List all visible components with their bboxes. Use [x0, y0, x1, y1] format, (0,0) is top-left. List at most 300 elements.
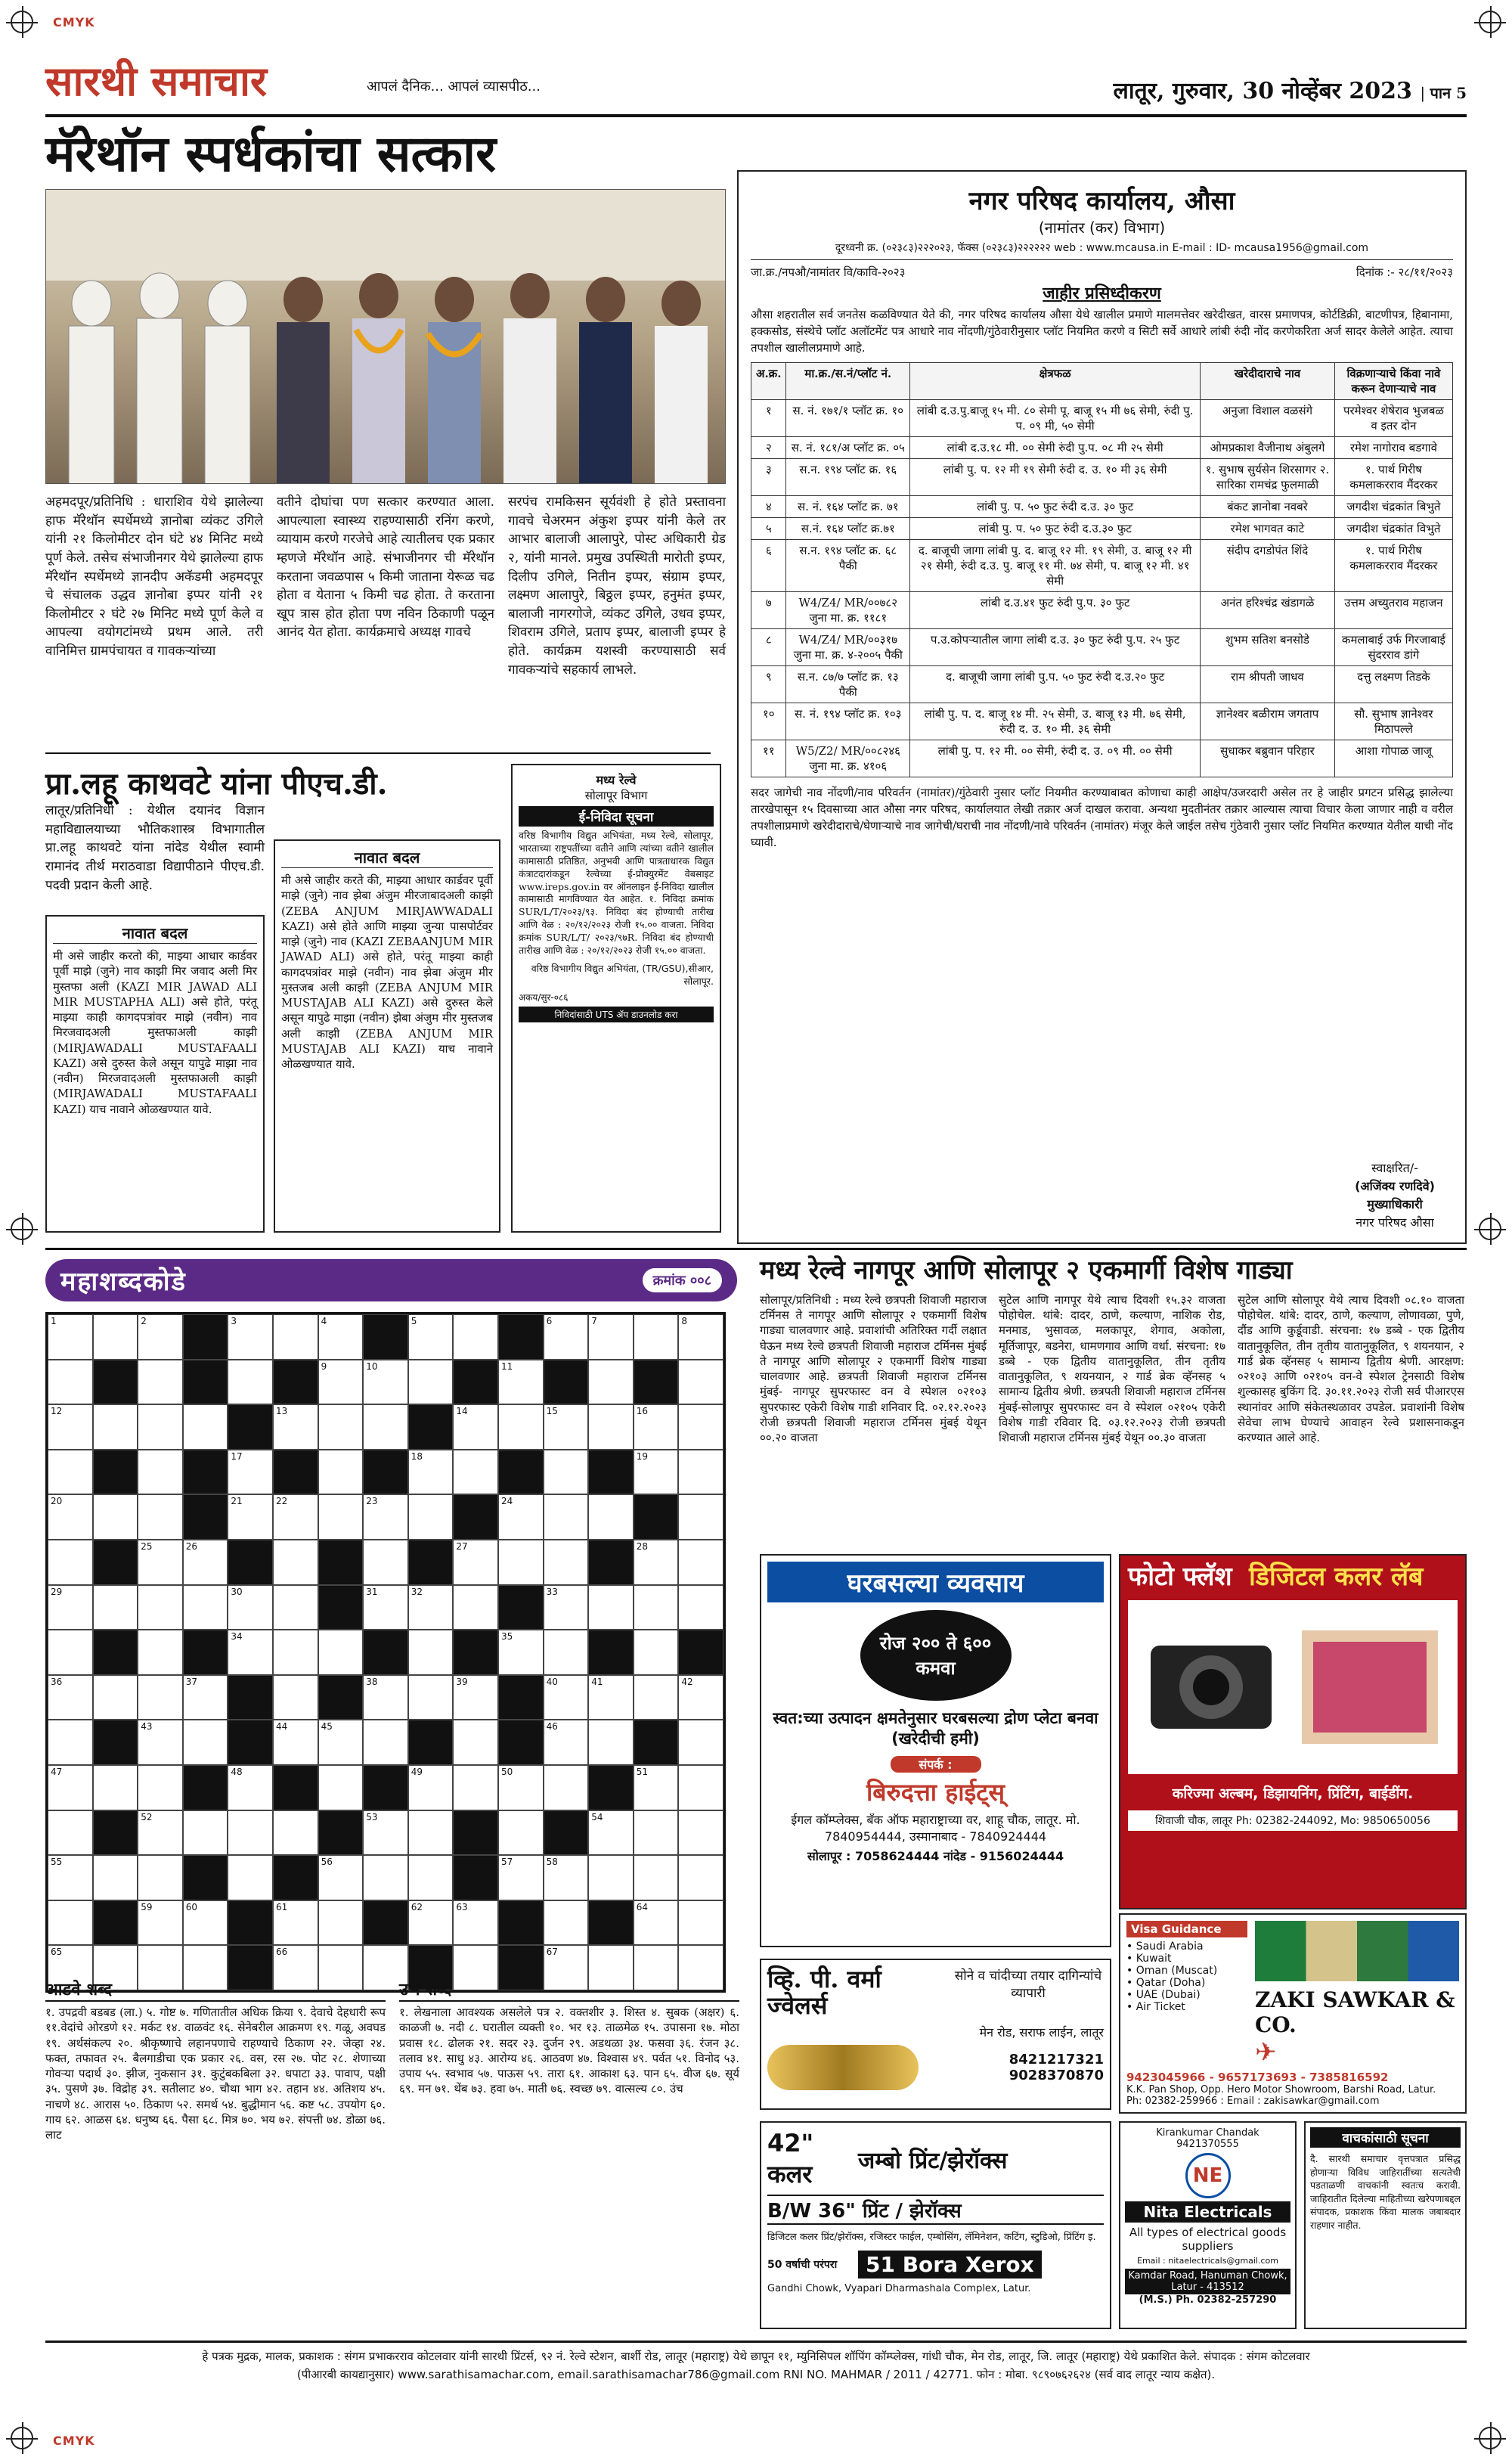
crossword-cell[interactable] — [273, 1675, 318, 1720]
table-header: क्षेत्रफळ — [910, 363, 1201, 400]
crossword-cell[interactable] — [453, 1765, 498, 1810]
crossword-block — [318, 1585, 364, 1630]
crossword-cell[interactable] — [544, 1900, 589, 1946]
crossword-block — [453, 1360, 498, 1405]
table-cell: स. नं. १६४ प्लॉट क्र. ७१ — [786, 496, 910, 518]
tender-title: ई-निविदा सूचना — [519, 806, 714, 827]
crossword-cell[interactable]: 53 — [363, 1810, 408, 1856]
tender-ref: अकय/सुर-०८६ — [519, 991, 569, 1003]
municipal-ref: जा.क्र./नपऔ/नामांतर वि/कावि-२०२३ — [751, 265, 906, 279]
crossword-cell[interactable]: 49 — [408, 1765, 454, 1810]
crossword-block — [588, 1765, 634, 1810]
crossword-cell[interactable] — [634, 1314, 679, 1360]
electricals-address: Kamdar Road, Hanuman Chowk, Latur - 413512 — [1125, 2269, 1290, 2294]
crossword-cell[interactable] — [588, 1404, 634, 1450]
crossword-cell[interactable] — [408, 1810, 454, 1856]
table-header: मा.क्र./स.नं/प्लॉट नं. — [786, 363, 910, 400]
crossword-cell[interactable] — [93, 1404, 138, 1450]
crossword-cell[interactable]: 13 — [273, 1404, 318, 1450]
crossword-cell[interactable]: 66 — [273, 1945, 318, 1990]
crossword-cell[interactable]: 28 — [634, 1540, 679, 1585]
xerox-brand: 51 Bora Xerox — [858, 2251, 1042, 2279]
trains-story — [760, 1255, 1467, 1445]
table-cell: स.न. ८७/७ प्लॉट क्र. १३ पैकी — [786, 666, 910, 703]
crossword-cell[interactable] — [318, 1630, 364, 1675]
crossword-cell[interactable] — [138, 1585, 183, 1630]
crossword-cell[interactable] — [48, 1450, 93, 1495]
phd-body: लातूर/प्रतिनिधी : येथील दयानंद विज्ञान महाविद्यालयाच्या भौतिकशास्त्र विभागातील प्रा.लहू काथवटे यांना नांदेड येथील स्वामी रामानंद तीर्थ मराठवाडा विद्यापीठाने पीएच.डी. पदवी प्रदान केली आहे. — [45, 803, 265, 893]
crossword-cell[interactable]: 23 — [363, 1494, 408, 1540]
crossword-cell[interactable]: 14 — [453, 1404, 498, 1450]
crossword-cell[interactable] — [183, 1585, 228, 1630]
table-cell: ज्ञानेश्वर बळीराम जगताप — [1201, 703, 1335, 740]
crossword-block — [228, 1675, 273, 1720]
jeweller-address: मेन रोड, सराफ लाईन, लातूर — [979, 2025, 1104, 2040]
crossword-block — [453, 1855, 498, 1900]
crossword-block — [588, 1630, 634, 1675]
dateline: लातूर, गुरुवार, 30 नोव्हेंबर 2023 | पान 5 — [1113, 78, 1467, 104]
crossword-cell[interactable] — [678, 1360, 723, 1405]
crossword-block — [634, 1360, 679, 1405]
crossword-cell[interactable]: 48 — [228, 1765, 273, 1810]
table-cell: रमेश भागवत काटे — [1201, 518, 1335, 540]
crossword-cell[interactable] — [588, 1855, 634, 1900]
crossword-cell[interactable] — [318, 1494, 364, 1540]
crossword-block — [273, 1855, 318, 1900]
table-cell: ९ — [751, 666, 786, 703]
table-header: विक्रणाऱ्याचे किंवा नावे करून देणाऱ्याचे नाव — [1334, 363, 1452, 400]
visa-heading: Visa Guidance — [1126, 1921, 1247, 1937]
crossword-cell[interactable]: 31 — [363, 1585, 408, 1630]
crossword-cell[interactable] — [634, 1855, 679, 1900]
crossword-cell[interactable] — [678, 1765, 723, 1810]
table-cell: W5/Z2/ MR/००८२४६ जुना मा. क्र. ४१०६ — [786, 740, 910, 777]
xerox-title: जम्बो प्रिंट/झेरॉक्स — [858, 2148, 1008, 2174]
crossword-cell[interactable] — [273, 1314, 318, 1360]
crossword-cell[interactable]: 4 — [318, 1314, 364, 1360]
crossword-cell[interactable]: 27 — [453, 1540, 498, 1585]
crossword-cell[interactable] — [93, 1494, 138, 1540]
imprint-text: हे पत्रक मुद्रक, मालक, प्रकाशक : संगम प्रभाकरराव कोटलवार यांनी सारथी प्रिंटर्स, ९२ नं. रेल्वे स्टेशन, बार्शी रोड, लातूर (महाराष्ट्र) येथे छापून ११, म्युनिसिपल शॉपिंग कॉम्प्लेक्स, गांधी चौक, मेन रोड, लातूर, जि. लातूर (महाराष्ट्र) येथे प्रकाशित केले. संपादक : संगम कोटलवार — [202, 2350, 1310, 2363]
crossword-cell[interactable] — [93, 1675, 138, 1720]
business-phones: सोलापूर : 7058624444 नांदेड - 9156024444 — [807, 1848, 1064, 1863]
crossword-cell[interactable] — [138, 1675, 183, 1720]
masthead-brand: सारथी समाचार — [45, 57, 268, 105]
crossword-cell[interactable] — [318, 1900, 364, 1946]
crossword-cell[interactable]: 1 — [48, 1314, 93, 1360]
crossword-block — [183, 1630, 228, 1675]
crossword-cell[interactable]: 36 — [48, 1675, 93, 1720]
crossword-cell[interactable] — [678, 1810, 723, 1856]
crossword-cell[interactable] — [678, 1900, 723, 1946]
travel-phones: 9423045966 - 9657173693 - 7385816592 — [1126, 2071, 1389, 2084]
crossword-cell[interactable] — [678, 1585, 723, 1630]
crossword-cell[interactable] — [678, 1855, 723, 1900]
crossword-cell[interactable] — [634, 1810, 679, 1856]
crossword-cell[interactable] — [363, 1404, 408, 1450]
electricals-owner: Kirankumar Chandak — [1156, 2127, 1259, 2139]
crossword-cell[interactable] — [48, 1810, 93, 1856]
crossword-block — [498, 1450, 544, 1495]
signature-name: (अजिंक्य रणदिवे) — [1355, 1179, 1435, 1193]
table-cell: लांबी द.उ.४१ फुट रुंदी पु.प. ३० फुट — [910, 592, 1201, 629]
crossword-cell[interactable] — [588, 1494, 634, 1540]
crossword-cell[interactable] — [93, 1585, 138, 1630]
table-cell: १० — [751, 703, 786, 740]
photo-lab-ad — [1119, 1554, 1467, 1909]
crossword-cell[interactable]: 25 — [138, 1540, 183, 1585]
imprint-contact: (पीआरबी कायद्यानुसार) www.sarathisamachar.com, email.sarathisamachar786@gmail.com RNI NO. MAHMAR / 2011 / 42771. फोन : मोबा. ९८९०७६२६२४ (सर्व वाद लातूर न्याय कक्षेत). — [296, 2368, 1216, 2381]
crossword-cell[interactable]: 39 — [453, 1675, 498, 1720]
crossword-cell[interactable] — [318, 1450, 364, 1495]
crossword-block — [93, 1450, 138, 1495]
crossword-block — [634, 1494, 679, 1540]
crossword-block — [318, 1675, 364, 1720]
business-firm: बिरुदत्ता हाईट्स् — [866, 1777, 1005, 1807]
table-cell: १ — [751, 400, 786, 437]
crossword-cell[interactable] — [273, 1540, 318, 1585]
crossword-cell[interactable] — [48, 1630, 93, 1675]
crossword-cell[interactable] — [228, 1855, 273, 1900]
crossword-cell[interactable] — [138, 1450, 183, 1495]
travel-address: K.K. Pan Shop, Opp. Hero Motor Showroom, Barshi Road, Latur. — [1126, 2084, 1436, 2095]
crossword-block — [183, 1360, 228, 1405]
crossword-cell[interactable]: 44 — [273, 1720, 318, 1765]
crossword-cell[interactable]: 9 — [318, 1360, 364, 1405]
crossword-cell[interactable] — [138, 1360, 183, 1405]
crossword-block — [93, 1810, 138, 1856]
crossword-cell[interactable] — [678, 1720, 723, 1765]
readers-notice — [1304, 2121, 1467, 2329]
crossword-block — [93, 1900, 138, 1946]
business-ad — [760, 1554, 1111, 1947]
crossword-cell[interactable] — [228, 1360, 273, 1405]
crossword-cell[interactable]: 22 — [273, 1494, 318, 1540]
crossword-cell[interactable] — [544, 1494, 589, 1540]
crossword-cell[interactable]: 63 — [453, 1900, 498, 1946]
crossword-cell[interactable]: 64 — [634, 1900, 679, 1946]
marathon-story — [45, 124, 726, 734]
crossword-cell[interactable] — [498, 1404, 544, 1450]
table-cell: बंकट ज्ञानोबा नवबरे — [1201, 496, 1335, 518]
crossword-cell[interactable] — [138, 1855, 183, 1900]
crossword-cell[interactable]: 20 — [48, 1494, 93, 1540]
jeweller-phone: 8421217321 — [1009, 2052, 1104, 2068]
crossword-cell[interactable] — [634, 1585, 679, 1630]
crossword-cell[interactable]: 43 — [138, 1720, 183, 1765]
crossword-cell[interactable]: 30 — [228, 1585, 273, 1630]
crossword-block — [634, 1720, 679, 1765]
crossword-block — [408, 1720, 454, 1765]
tender-signatory: वरिष्ठ विभागीय विद्युत अभियंता, (TR/GSU),सीआर, सोलापूर. — [531, 962, 714, 987]
table-cell: लांबी द.उ.१८ मी. ०० सेमी रुंदी पु.प. ०८ मी २५ सेमी — [910, 437, 1201, 459]
table-cell: अनंत हरिश्चंद्र खंडागळे — [1201, 592, 1335, 629]
crossword-block — [183, 1765, 228, 1810]
table-cell: स.न. १९४ प्लॉट क्र. ६८ पैकी — [786, 540, 910, 592]
table-row — [751, 400, 1453, 437]
tender-body: वरिष्ठ विभागीय विद्युत अभियंता, मध्य रेल्वे, सोलापूर, भारताच्या राष्ट्रपतींच्या वतीने आणि त्यांच्या वतीने खालील कामासाठी प्रतिष्ठित, अनुभवी आणि पात्रताधारक विद्युत कंत्राटदारांकडून रेल्वेच्या ई-प्रोक्युरमेंट वेबसाइट www.ireps.gov.in वर ऑनलाइन ई-निविदा खालील कामासाठी मागविण्यात येत आहेत. १. निविदा क्रमांक SUR/L/T/२०२३/९३. निविदा बंद होण्याची तारीख आणि वेळ : २०/१२/२०२३ रोजी १५.०० वाजता. निविदा क्रमांक SUR/L/T/ २०२३/९७R. निविदा बंद होण्याची तारीख आणि वेळ : २०/१२/२०२३ रोजी १५.०० वाजता. — [519, 830, 714, 956]
crossword-cell[interactable] — [453, 1720, 498, 1765]
crossword-cell[interactable]: 26 — [183, 1540, 228, 1585]
crossword-cell[interactable] — [634, 1675, 679, 1720]
crossword-cell[interactable] — [544, 1450, 589, 1495]
registration-mark — [11, 2427, 33, 2449]
electricals-phones: (M.S.) Ph. 02382-257290 — [1139, 2294, 1277, 2306]
table-cell: उत्तम अच्युतराव महाजन — [1334, 592, 1452, 629]
crossword-cell[interactable]: 60 — [183, 1900, 228, 1946]
crossword-cell[interactable]: 46 — [544, 1720, 589, 1765]
crossword-cell[interactable]: 51 — [634, 1765, 679, 1810]
crossword-cell[interactable] — [318, 1765, 364, 1810]
crossword-cell[interactable] — [678, 1540, 723, 1585]
readers-body: दै. सारथी समाचार वृत्तपत्रात प्रसिद्ध होणाऱ्या विविध जाहिरातींच्या सत्यतेची पडताळणी वाचकांनी स्वतःच करावी. जाहिरातीत दिलेल्या माहितीच्या खरेपणाबद्दल संपादक, प्रकाशक किंवा मालक जबाबदार राहणार नाहीत. — [1310, 2153, 1461, 2231]
table-row — [751, 666, 1453, 703]
table-cell: संदीप दगडोपंत शिंदे — [1201, 540, 1335, 592]
table-cell: सौ. सुभाष ज्ञानेश्वर मिठापल्ले — [1334, 703, 1452, 740]
crossword-cell[interactable] — [408, 1855, 454, 1900]
xerox-desc: डिजिटल कलर प्रिंट/झेरॉक्स, रजिस्टर फाईल, एम्बोसिंग, लॅमिनेशन, कटिंग, स्टुडिओ, प्रिंटिंग इ. — [767, 2232, 1096, 2243]
crossword-block — [228, 1540, 273, 1585]
crossword-cell[interactable] — [93, 1314, 138, 1360]
crossword-cell[interactable]: 62 — [408, 1900, 454, 1946]
section-divider — [45, 1248, 1467, 1250]
crossword-cell[interactable] — [228, 1810, 273, 1856]
photo-services: करिज्मा अल्बम, डिझायनिंग, प्रिंटिंग, बाईडींग. — [1172, 1785, 1414, 1803]
crossword-cell[interactable]: 33 — [544, 1585, 589, 1630]
crossword-cell[interactable]: 59 — [138, 1900, 183, 1946]
crossword-cell[interactable]: 47 — [48, 1765, 93, 1810]
municipal-subtitle: (नामांतर (कर) विभाग) — [1038, 219, 1166, 237]
registration-mark — [11, 1218, 33, 1240]
crossword-cell[interactable] — [138, 1765, 183, 1810]
plane-icon: ✈ — [1255, 2037, 1277, 2068]
table-cell: ५ — [751, 518, 786, 540]
crossword-cell[interactable] — [138, 1404, 183, 1450]
table-cell: ३ — [751, 459, 786, 496]
crossword-cell[interactable] — [634, 1630, 679, 1675]
table-cell: शुभम सतिश बनसोडे — [1201, 629, 1335, 666]
crossword-cell[interactable] — [48, 1540, 93, 1585]
crossword-cell[interactable]: 41 — [588, 1675, 634, 1720]
table-cell: अनुजा विशाल वळसंगे — [1201, 400, 1335, 437]
notice-body: मी असे जाहीर करते की, माझ्या आधार कार्डवर पूर्वी माझे (जुने) नाव झेबा अंजुम मीरजाबादअली काझी (ZEBA ANJUM MIRJAWWADALI KAZI) असे होते आणि माझ्या जुन्या पासपोर्टवर माझे (जुने) नाव (KAZI ZEBAANJUM MIR JAWAD ALI) असे होते, परंतू माझ्या काही कागदपत्रांवर माझे (नवीन) नाव झेबा अंजुम मीर मुस्तजब अली काझी (ZEBA ANJUM MIR MUSTAJAB ALI KAZI) असे दुरुस्त केले असून यापुढे माझा (नवीन) झेबा अंजुम मीर मुस्तजब अली काझी (ZEBA ANJUM MIR MUSTAJAB ALI KAZI) याच नावाने ओळखण्यात यावे. — [281, 873, 493, 1071]
electricals-name: Nita Electricals — [1125, 2201, 1290, 2223]
flags-illustration — [1255, 1921, 1459, 1981]
travel-brand: ZAKI SAWKAR & CO. — [1255, 1987, 1455, 2037]
crossword-cell[interactable]: 52 — [138, 1810, 183, 1856]
crossword — [45, 1259, 737, 1993]
crossword-block — [318, 1810, 364, 1856]
page-number: पान 5 — [1430, 84, 1467, 102]
crossword-cell[interactable]: 17 — [228, 1450, 273, 1495]
crossword-cell[interactable] — [93, 1765, 138, 1810]
crossword-cell[interactable]: 35 — [498, 1630, 544, 1675]
crossword-cell[interactable]: 15 — [544, 1404, 589, 1450]
table-row — [751, 518, 1453, 540]
crossword-cell[interactable]: 2 — [138, 1314, 183, 1360]
crossword-cell[interactable]: 6 — [544, 1314, 589, 1360]
crossword-cell[interactable]: 57 — [498, 1855, 544, 1900]
crossword-cell[interactable] — [48, 1360, 93, 1405]
crossword-cell[interactable] — [408, 1675, 454, 1720]
marathon-col-2: वतीने दोघांचा पण सत्कार करण्यात आला. आपल्याला स्वास्थ्य राहण्यासाठी रनिंग करणे, व्यायाम करणे गरजेचे आहे त्यातीलच एक प्रकार म्हणजे मॅरेथॉन आहे. संभाजीनगर ची मॅरेथॉन करताना जवळपास ५ किमी जाताना येरूळ चढ होता व येताना ५ किमी चढ होता. ते करताना खूप त्रास होत होता पण नविन ठिकाणी पळून आनंद येत होता. कार्यक्रमाचे अध्यक्ष गावचे — [277, 495, 494, 641]
crossword-cell[interactable]: 3 — [228, 1314, 273, 1360]
table-header: खरेदीदाराचे नाव — [1201, 363, 1335, 400]
crossword-cell[interactable] — [138, 1630, 183, 1675]
jewellery-illustration — [767, 2045, 919, 2090]
municipal-table — [751, 362, 1453, 777]
xerox-sub: B/W 36" प्रिंट / झेरॉक्स — [767, 2195, 1104, 2225]
crossword-cell[interactable]: 7 — [588, 1314, 634, 1360]
crossword-cell[interactable]: 8 — [678, 1314, 723, 1360]
crossword-cell[interactable] — [544, 1765, 589, 1810]
crossword-cell[interactable] — [498, 1810, 544, 1856]
crossword-block — [453, 1810, 498, 1856]
across-clues: १. उपद्रवी बडबड (ला.) ५. गोष्ट ७. गणितातील अधिक क्रिया ९. देवाचे देहधारी रूप ११.वेदांचे ओरडणे १२. मर्कट १४. वाळवंट १६. सेनेबरील आक्रमण १९. गळू, अवघड १९. अर्थसंकल्प २०. श्रीकृष्णाचे लहानपणाचे राहण्याचे ठिकाण २२. जेव्हा २४. फक्त, तफावत २५. बैलगाडीचा एक प्रकार २६. वस, रस २७. पोट २८. शेणाच्या गोवऱ्या पदार्थ ३०. झीज, नुकसान ३१. कुटुंबकबिला ३२. धपाटा ३३. पावाप, पक्षी ३५. पुसणे ३७. विद्रोह ३९. सतीलाट ४०. चौथा भाग ४२. तहान ४४. अतिशय ४५. नाचणे ४८. आरास ५०. ठिकाण ५२. समर्थ ५४. बुद्धीमान ५६. कष्ट ५८. उपयोग ६०. गाय ६२. आळस ६४. धनुष्य ६६. पैसा ६८. मित्र ७०. भय ७२. संपत्ती ७४. डोळा ७६. लाट — [45, 2006, 386, 2142]
crossword-cell[interactable]: 58 — [544, 1855, 589, 1900]
crossword-cell[interactable] — [678, 1494, 723, 1540]
crossword-block — [498, 1585, 544, 1630]
crossword-cell[interactable] — [453, 1450, 498, 1495]
xerox-ad — [760, 2121, 1111, 2329]
crossword-cell[interactable] — [183, 1810, 228, 1856]
crossword-cell[interactable]: 18 — [408, 1450, 454, 1495]
crossword-cell[interactable]: 19 — [634, 1450, 679, 1495]
crossword-block — [544, 1810, 589, 1856]
crossword-cell[interactable]: 40 — [544, 1675, 589, 1720]
table-cell: लांबी पु. प. ५० फुट रुंदी द.उ.३० फुट — [910, 518, 1201, 540]
crossword-block — [183, 1450, 228, 1495]
table-cell: स.नं. १६४ प्लॉट क्र.७१ — [786, 518, 910, 540]
crossword-block — [183, 1494, 228, 1540]
crossword-cell[interactable] — [273, 1630, 318, 1675]
crossword-cell[interactable] — [183, 1720, 228, 1765]
crossword-cell[interactable]: 12 — [48, 1404, 93, 1450]
crossword-grid[interactable] — [45, 1312, 726, 1993]
crossword-cell[interactable]: 56 — [318, 1855, 364, 1900]
crossword-cell[interactable] — [544, 1540, 589, 1585]
crossword-cell[interactable] — [48, 1720, 93, 1765]
crossword-block — [363, 1900, 408, 1946]
table-cell: ओमप्रकाश वैजीनाथ अंबुलगे — [1201, 437, 1335, 459]
country-item: • Oman (Muscat) — [1126, 1965, 1218, 1977]
crossword-cell[interactable] — [363, 1855, 408, 1900]
municipal-notice — [737, 170, 1467, 1244]
crossword-cell[interactable] — [588, 1720, 634, 1765]
down-heading: उभे शब्द — [399, 1978, 739, 2002]
crossword-cell[interactable] — [363, 1540, 408, 1585]
table-cell: ११ — [751, 740, 786, 777]
crossword-cell[interactable] — [93, 1855, 138, 1900]
crossword-cell[interactable]: 65 — [48, 1945, 93, 1990]
crossword-cell[interactable] — [318, 1404, 364, 1450]
crossword-cell[interactable] — [183, 1404, 228, 1450]
crossword-cell[interactable] — [544, 1630, 589, 1675]
travel-ad — [1119, 1913, 1467, 2114]
crossword-block — [183, 1314, 228, 1360]
crossword-block — [678, 1630, 723, 1675]
crossword-cell[interactable] — [498, 1540, 544, 1585]
municipal-title: नगर परिषद कार्यालय, औसा — [968, 186, 1235, 216]
crossword-block — [363, 1314, 408, 1360]
crossword-cell[interactable]: 55 — [48, 1855, 93, 1900]
crossword-cell[interactable]: 61 — [273, 1900, 318, 1946]
crossword-block — [93, 1630, 138, 1675]
table-cell: १. सुभाष सुर्यसेन शिरसागर २. सारिका रामचंद्र फुलमाळी — [1201, 459, 1335, 496]
date-text: लातूर, गुरुवार, 30 नोव्हेंबर 2023 — [1113, 78, 1412, 104]
crossword-cell[interactable] — [408, 1630, 454, 1675]
crossword-block — [228, 1404, 273, 1450]
crossword-cell[interactable]: 50 — [498, 1765, 544, 1810]
name-change-notice — [45, 915, 265, 1233]
crossword-cell[interactable] — [408, 1494, 454, 1540]
crossword-cell[interactable]: 21 — [228, 1494, 273, 1540]
crossword-cell[interactable]: 16 — [634, 1404, 679, 1450]
crossword-cell[interactable]: 24 — [498, 1494, 544, 1540]
table-cell: लांबी पु. प. ५० फुट रुंदी द.उ. ३० फुट — [910, 496, 1201, 518]
crossword-cell[interactable] — [453, 1314, 498, 1360]
registration-mark — [1479, 2427, 1501, 2449]
crossword-cell[interactable]: 67 — [544, 1945, 589, 1990]
crossword-cell[interactable]: 37 — [183, 1675, 228, 1720]
crossword-cell[interactable] — [408, 1360, 454, 1405]
crossword-cell[interactable] — [588, 1585, 634, 1630]
crossword-cell[interactable] — [138, 1494, 183, 1540]
crossword-cell[interactable] — [273, 1585, 318, 1630]
table-row — [751, 629, 1453, 666]
crossword-cell[interactable]: 10 — [363, 1360, 408, 1405]
registration-mark — [1479, 11, 1501, 33]
municipal-closing: सदर जागेची नाव नोंदणी/नाव परिवर्तन (नामांतर)/गुंठेवारी नुसार प्लॉट नियमीत करण्याबाबत कोणाचा काही आक्षेप/उजरदारी असेल तर हे जाहीर प्रगटन प्रसिद्ध झालेल्या तारखेपासून १५ दिवसाच्या आत औसा नगर परिषद, कार्यालयात लेखी तक्रार अर्ज दाखल करावा. अन्यथा मुदतीनंतर तक्रार आल्यास त्याचा विचार केला जाणार नाही व वरील तपशीलाप्रमाणे खरेदीदाराचे/घेणाऱ्याचे नाव जागेची/घराची नाव नोंदणी/नावे परिवर्तन (नामांतर) मंजूर केले जाईल तसेच गुंठेवारी नुसार प्लॉट नियमित करण्यात येतील याची नोंद घ्यावी. — [751, 786, 1453, 849]
jeweller-phone: 9028370870 — [1009, 2068, 1104, 2084]
crossword-cell[interactable]: 38 — [363, 1675, 408, 1720]
crossword-cell[interactable]: 32 — [408, 1585, 454, 1630]
crossword-block — [588, 1540, 634, 1585]
crossword-block — [228, 1900, 273, 1946]
jeweller-ad — [760, 1959, 1111, 2110]
table-cell: राम श्रीपती जाधव — [1201, 666, 1335, 703]
crossword-cell[interactable]: 11 — [498, 1360, 544, 1405]
electricals-ad — [1119, 2121, 1297, 2329]
crossword-cell[interactable]: 34 — [228, 1630, 273, 1675]
crossword-block — [273, 1450, 318, 1495]
crossword-cell[interactable]: 5 — [408, 1314, 454, 1360]
crossword-cell[interactable] — [588, 1360, 634, 1405]
crossword-block — [498, 1314, 544, 1360]
country-list — [1126, 1940, 1247, 2013]
crossword-cell[interactable]: 54 — [588, 1810, 634, 1856]
tender-footer: निविदांसाठी UTS ॲप डाउनलोड करा — [519, 1007, 714, 1022]
crossword-block — [408, 1540, 454, 1585]
crossword-cell[interactable] — [48, 1900, 93, 1946]
crossword-cell[interactable] — [273, 1810, 318, 1856]
crossword-cell[interactable] — [678, 1450, 723, 1495]
crossword-cell[interactable] — [453, 1585, 498, 1630]
masthead-tagline: आपलं दैनिक... आपलं व्यासपीठ... — [367, 79, 541, 95]
across-heading: आडवे शब्द — [45, 1978, 386, 2002]
crossword-cell[interactable] — [363, 1720, 408, 1765]
crossword-cell[interactable]: 42 — [678, 1675, 723, 1720]
electricals-email: Email : nitaelectricals@gmail.com — [1137, 2256, 1278, 2266]
crossword-cell[interactable]: 29 — [48, 1585, 93, 1630]
table-row — [751, 540, 1453, 592]
crossword-cell[interactable]: 45 — [318, 1720, 364, 1765]
table-cell: आशा गोपाळ जाजू — [1334, 740, 1452, 777]
crossword-clues — [45, 1978, 741, 2329]
railway-tender — [511, 764, 721, 1233]
country-item: • UAE (Dubai) — [1126, 1989, 1201, 2001]
crossword-cell[interactable] — [678, 1404, 723, 1450]
